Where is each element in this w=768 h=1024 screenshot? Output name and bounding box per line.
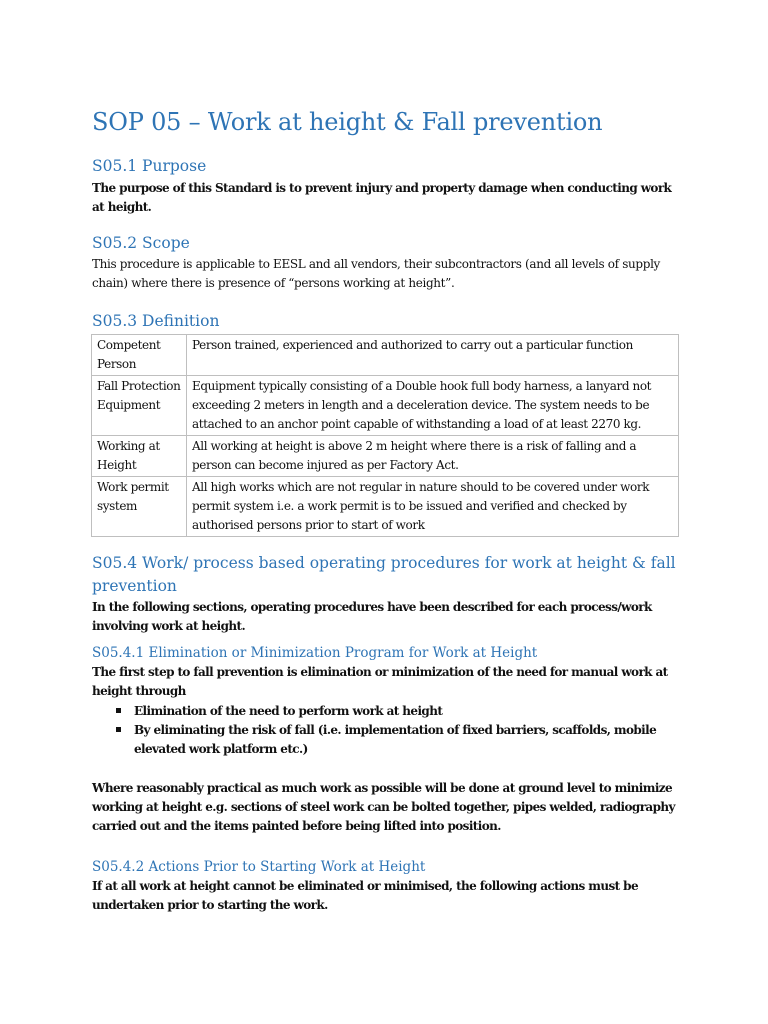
square-bullet-icon: [116, 708, 121, 713]
purpose-heading: S05.1 Purpose: [92, 157, 207, 175]
definition-term: Fall Protection Equipment: [92, 376, 187, 436]
document-title: SOP 05 – Work at height & Fall prevention: [92, 108, 603, 136]
procedures-intro: In the following sections, operating procedures have been described for each process/work involving work at height.: [92, 600, 652, 633]
definition-meaning: All high works which are not regular in nature should to be covered under work permit system i.e. a work permit is to be issued and verified and checked by authorised persons prior to start of work: [187, 477, 679, 537]
definition-meaning: All working at height is above 2 m height where there is a risk of falling and a person can become injured as per Factory Act.: [187, 436, 679, 477]
elimination-bullet-list: [92, 702, 682, 759]
definition-term: Work permit system: [92, 477, 187, 537]
elimination-text: The first step to fall prevention is elimination or minimization of the need for manual work at height through: [92, 665, 668, 698]
list-item: [92, 702, 682, 721]
procedures-heading: S05.4 Work/ process based operating procedures for work at height & fall prevention: [92, 554, 676, 595]
list-item-text: By eliminating the risk of fall (i.e. implementation of fixed barriers, scaffolds, mobile elevated work platform etc.): [134, 723, 657, 756]
actions-text: If at all work at height cannot be eliminated or minimised, the following actions must be undertaken prior to starting the work.: [92, 879, 638, 912]
definition-table: [91, 334, 679, 537]
definition-heading: S05.3 Definition: [92, 312, 220, 330]
definition-term: Working at Height: [92, 436, 187, 477]
square-bullet-icon: [116, 727, 121, 732]
actions-heading: S05.4.2 Actions Prior to Starting Work at Height: [92, 859, 426, 875]
definition-term: Competent Person: [92, 335, 187, 376]
scope-heading: S05.2 Scope: [92, 234, 190, 252]
elimination-text-2: Where reasonably practical as much work as possible will be done at ground level to minimize working at height e.g. sections of steel work can be bolted together, pipes welded, radiography carried out and the items painted before being lifted into position.: [92, 781, 675, 833]
list-item-text: Elimination of the need to perform work at height: [134, 704, 443, 718]
elimination-heading: S05.4.1 Elimination or Minimization Program for Work at Height: [92, 645, 538, 661]
scope-text: This procedure is applicable to EESL and all vendors, their subcontractors (and all levels of supply chain) where there is presence of “persons working at height”.: [92, 257, 660, 290]
definition-meaning: Person trained, experienced and authorized to carry out a particular function: [187, 335, 679, 376]
list-item: [92, 721, 682, 759]
table-row: [92, 335, 679, 376]
purpose-text: The purpose of this Standard is to prevent injury and property damage when conducting work at height.: [92, 181, 672, 214]
table-row: [92, 376, 679, 436]
table-row: [92, 477, 679, 537]
definition-meaning: Equipment typically consisting of a Double hook full body harness, a lanyard not exceeding 2 meters in length and a deceleration device. The system needs to be attached to an anchor point capable of withstanding a load of at least 2270 kg.: [187, 376, 679, 436]
table-row: [92, 436, 679, 477]
